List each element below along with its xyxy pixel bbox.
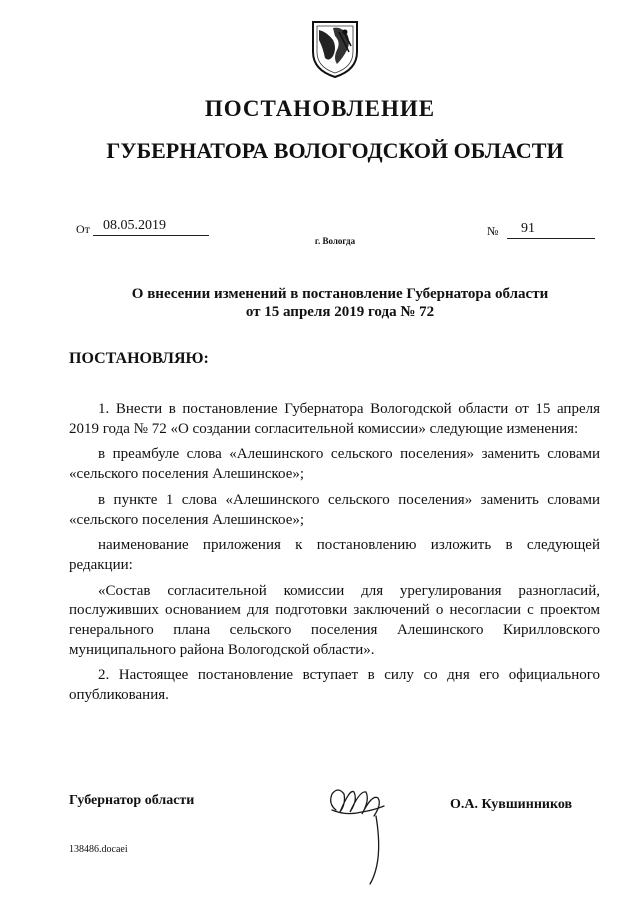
issuer-title: ГУБЕРНАТОРА ВОЛОГОДСКОЙ ОБЛАСТИ — [106, 138, 564, 163]
coat-of-arms-emblem — [303, 18, 367, 80]
paragraph: в пункте 1 слова «Алешинского сельского поселения» заменить словами «сельского поселения Алешинское»; — [69, 491, 600, 528]
signer-name: О.А. Кувшинников — [450, 797, 573, 812]
subject-line-2: от 15 апреля 2019 года № 72 — [245, 304, 435, 320]
date-value: 08.05.2019 — [93, 216, 209, 236]
paragraph: 1. Внести в постановление Губернатора Вологодской области от 15 апреля 2019 года № 72 «О создании согласительной комиссии» следующие изменения: — [69, 401, 600, 437]
number-label: № — [487, 224, 499, 238]
handwritten-signature — [326, 780, 392, 886]
number-value: 91 — [507, 220, 595, 239]
decree-word: ПОСТАНОВЛЯЮ: — [69, 350, 209, 367]
document-title: ПОСТАНОВЛЕНИЕ — [204, 96, 436, 121]
city: г. Вологда — [314, 236, 356, 246]
document-code: 138486.docaei — [69, 844, 128, 855]
paragraph: в преамбуле слова «Алешинского сельского поселения» заменить словами «сельского поселения Алешинское»; — [69, 446, 600, 483]
document-body — [69, 400, 600, 706]
paragraph: наименование приложения к постановлению изложить в следующей редакции: — [69, 537, 600, 573]
subject-line-1: О внесении изменений в постановление Губернатора области — [131, 286, 549, 302]
paragraph: 2. Настоящее постановление вступает в силу со дня его официального опубликования. — [69, 667, 600, 704]
paragraph: «Состав согласительной комиссии для урегулирования разногласий, послуживших основанием для подготовки заключений о несогласии с проектом генерального плана сельского поселения Алешинского Кирилловского муниципального района Вологодской области». — [69, 582, 600, 658]
subject-heading — [90, 285, 590, 321]
date-label: От — [76, 222, 90, 236]
signer-position: Губернатор области — [69, 793, 195, 808]
